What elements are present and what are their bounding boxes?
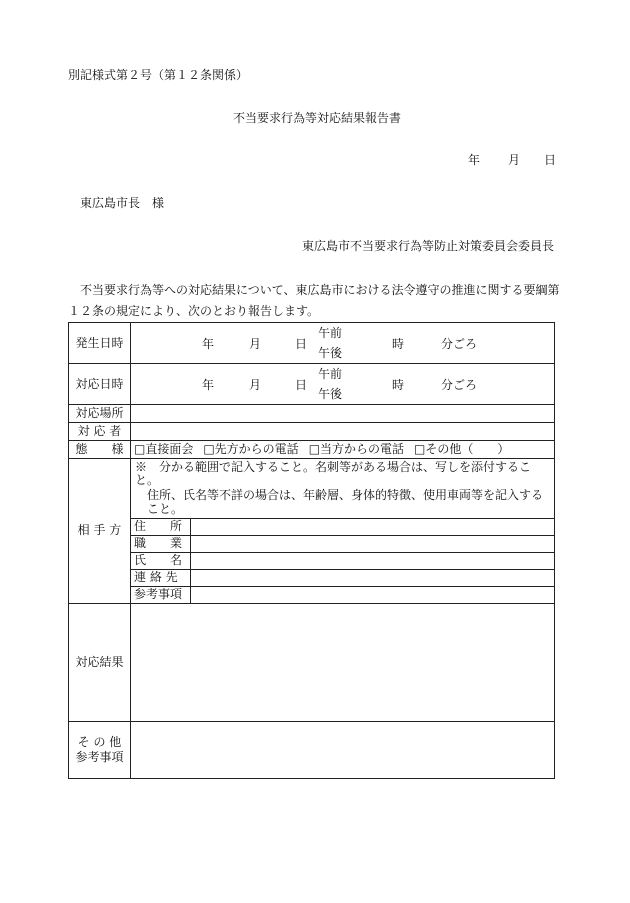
location-input[interactable] xyxy=(131,405,555,423)
occurrence-hour: 時 xyxy=(392,337,405,351)
location-label: 対応場所 xyxy=(69,405,131,423)
result-input[interactable] xyxy=(131,603,555,721)
occurrence-day: 日 xyxy=(295,337,308,351)
counterpart-notes xyxy=(131,459,555,519)
responder-row xyxy=(69,423,555,441)
counterpart-notes-row xyxy=(69,459,555,519)
intro-line-2: １２条の規定により、次のとおり報告します。 xyxy=(68,304,320,318)
counterpart-name-label: 氏 名 xyxy=(131,552,191,569)
response-time-label: 対応日時 xyxy=(69,364,131,405)
date-day: 日 xyxy=(544,153,557,167)
response-pm: 午後 xyxy=(318,387,343,401)
counterpart-contact-row xyxy=(69,569,555,586)
result-label: 対応結果 xyxy=(69,603,131,721)
other-input[interactable] xyxy=(131,721,555,778)
mode-row xyxy=(69,441,555,459)
counterpart-contact-label: 連 絡 先 xyxy=(131,569,191,586)
addressee: 東広島市長 様 xyxy=(80,196,165,210)
counterpart-address-row xyxy=(69,518,555,535)
other-row xyxy=(69,721,555,778)
mode-option-direct[interactable]: □直接面会 xyxy=(134,442,194,456)
response-minute: 分ごろ xyxy=(441,378,478,392)
counterpart-contact-input[interactable] xyxy=(191,569,555,586)
response-time-row xyxy=(69,364,555,405)
intro-line-1: 不当要求行為等への対応結果について、東広島市における法令遵守の推進に関する要綱第 xyxy=(80,283,560,297)
date-year: 年 xyxy=(468,153,481,167)
counterpart-address-label: 住 所 xyxy=(131,518,191,535)
other-label-line-1: そ の 他 xyxy=(77,734,122,749)
sender: 東広島市不当要求行為等防止対策委員会委員長 xyxy=(302,239,555,253)
response-month: 月 xyxy=(249,378,262,392)
counterpart-reference-label: 参考事項 xyxy=(131,586,191,603)
other-label xyxy=(69,721,131,778)
mode-option-outgoing-call[interactable]: □当方からの電話 xyxy=(308,442,405,456)
counterpart-reference-row xyxy=(69,586,555,603)
occurrence-pm: 午後 xyxy=(318,346,343,360)
occurrence-am: 午前 xyxy=(318,326,343,340)
response-hour: 時 xyxy=(392,378,405,392)
occurrence-month: 月 xyxy=(249,337,262,351)
form-number: 別記様式第２号（第１２条関係） xyxy=(68,68,249,82)
report-table xyxy=(68,322,555,779)
mode-label: 態 様 xyxy=(69,441,131,459)
counterpart-note-1: ※ 分かる範囲で記入すること。名刺等がある場合は、写しを添付すること。 xyxy=(135,460,532,488)
occurrence-row xyxy=(69,323,555,364)
response-time-input[interactable] xyxy=(131,364,555,405)
response-am: 午前 xyxy=(318,367,343,381)
response-year: 年 xyxy=(202,378,215,392)
counterpart-name-row xyxy=(69,552,555,569)
counterpart-name-input[interactable] xyxy=(191,552,555,569)
responder-label: 対 応 者 xyxy=(69,423,131,441)
occurrence-year: 年 xyxy=(202,337,215,351)
counterpart-occupation-row xyxy=(69,535,555,552)
mode-options xyxy=(131,441,555,459)
occurrence-label: 発生日時 xyxy=(69,323,131,364)
location-row xyxy=(69,405,555,423)
response-day: 日 xyxy=(295,378,308,392)
counterpart-occupation-label: 職 業 xyxy=(131,535,191,552)
counterpart-note-2: 住所、氏名等不詳の場合は、年齢層、身体的特徴、使用車両等を記入すること。 xyxy=(147,488,544,516)
other-label-line-2: 参考事項 xyxy=(75,749,124,764)
occurrence-input[interactable] xyxy=(131,323,555,364)
date-month: 月 xyxy=(508,153,521,167)
counterpart-reference-input[interactable] xyxy=(191,586,555,603)
responder-input[interactable] xyxy=(131,423,555,441)
mode-option-other[interactable]: □その他（ ） xyxy=(414,442,510,456)
counterpart-address-input[interactable] xyxy=(191,518,555,535)
counterpart-label: 相 手 方 xyxy=(69,459,131,604)
mode-option-incoming-call[interactable]: □先方からの電話 xyxy=(203,442,299,456)
document-title: 不当要求行為等対応結果報告書 xyxy=(233,111,402,125)
occurrence-minute: 分ごろ xyxy=(441,337,478,351)
result-row xyxy=(69,603,555,721)
counterpart-occupation-input[interactable] xyxy=(191,535,555,552)
